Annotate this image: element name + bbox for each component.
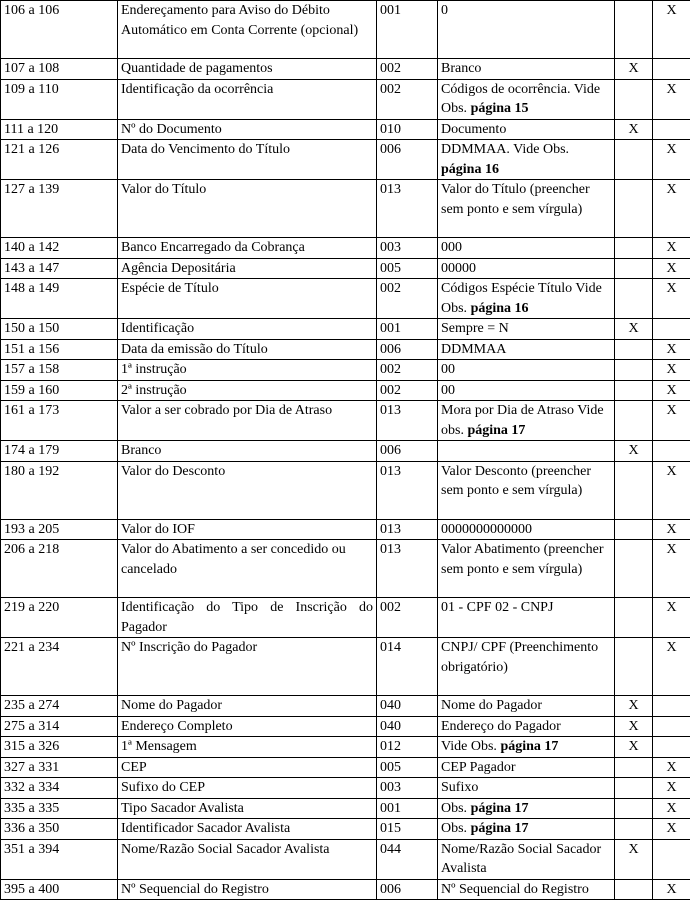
description-cell: Valor a ser cobrado por Dia de Atraso — [118, 401, 377, 441]
description-cell: Endereçamento para Aviso do Débito Automático em Conta Corrente (opcional) — [118, 1, 377, 59]
size-cell: 001 — [377, 319, 438, 340]
table-row — [1, 757, 690, 778]
table-row — [1, 258, 690, 279]
content-cell — [438, 79, 615, 119]
content-text: Códigos de ocorrência. Vide Obs. — [441, 82, 600, 117]
description-cell: Data do Vencimento do Título — [118, 140, 377, 180]
mark-col2-cell: X — [653, 638, 690, 696]
page-reference: página 15 — [471, 101, 529, 116]
description-cell: 1ª instrução — [118, 360, 377, 381]
mark-col2-cell: X — [653, 1, 690, 59]
content-cell — [438, 879, 615, 900]
table-row — [1, 360, 690, 381]
size-cell: 006 — [377, 441, 438, 462]
mark-col1-cell — [615, 380, 653, 401]
description-cell: Banco Encarregado da Cobrança — [118, 238, 377, 259]
mark-col2-cell: X — [653, 879, 690, 900]
content-text: Sempre = N — [441, 321, 509, 336]
content-text: Documento — [441, 122, 506, 137]
size-cell: 013 — [377, 180, 438, 238]
size-cell: 002 — [377, 360, 438, 381]
size-cell: 040 — [377, 716, 438, 737]
mark-col1-cell — [615, 401, 653, 441]
mark-col2-cell: X — [653, 279, 690, 319]
table-row — [1, 1, 690, 59]
content-cell — [438, 258, 615, 279]
position-cell: 109 a 110 — [1, 79, 118, 119]
mark-col2-cell: X — [653, 778, 690, 799]
content-text: Branco — [441, 61, 481, 76]
mark-col2-cell: X — [653, 339, 690, 360]
content-text: 0000000000000 — [441, 522, 532, 537]
size-cell: 006 — [377, 140, 438, 180]
description-cell: Identificação — [118, 319, 377, 340]
mark-col2-cell: X — [653, 380, 690, 401]
description-cell: Valor do Abatimento a ser concedido ou cancelado — [118, 540, 377, 598]
size-cell: 001 — [377, 1, 438, 59]
content-cell — [438, 819, 615, 840]
description-cell: Nº Sequencial do Registro — [118, 879, 377, 900]
table-row — [1, 79, 690, 119]
mark-col1-cell: X — [615, 839, 653, 879]
mark-col1-cell: X — [615, 319, 653, 340]
mark-col2-cell: X — [653, 540, 690, 598]
mark-col1-cell — [615, 798, 653, 819]
content-text: Mora por Dia de Atraso Vide obs. — [441, 403, 604, 438]
table-row — [1, 441, 690, 462]
size-cell: 013 — [377, 461, 438, 519]
content-text: DDMMAA — [441, 342, 506, 357]
mark-col2-cell: X — [653, 258, 690, 279]
page-reference: página 17 — [500, 739, 558, 754]
mark-col1-cell: X — [615, 119, 653, 140]
position-cell: 335 a 335 — [1, 798, 118, 819]
description-cell: Nº do Documento — [118, 119, 377, 140]
content-text: Valor Abatimento (preencher sem ponto e sem vírgula) — [441, 542, 604, 577]
description-cell: Tipo Sacador Avalista — [118, 798, 377, 819]
content-cell — [438, 180, 615, 238]
mark-col1-cell — [615, 879, 653, 900]
mark-col2-cell — [653, 59, 690, 80]
table-row — [1, 319, 690, 340]
content-text: 00 — [441, 383, 455, 398]
description-cell: Agência Depositária — [118, 258, 377, 279]
size-cell: 002 — [377, 598, 438, 638]
content-cell — [438, 638, 615, 696]
description-cell: 2ª instrução — [118, 380, 377, 401]
table-row — [1, 140, 690, 180]
content-cell — [438, 401, 615, 441]
content-cell — [438, 119, 615, 140]
table-row — [1, 401, 690, 441]
mark-col1-cell — [615, 757, 653, 778]
mark-col1-cell — [615, 180, 653, 238]
description-cell: Quantidade de pagamentos — [118, 59, 377, 80]
mark-col1-cell — [615, 339, 653, 360]
position-cell: 180 a 192 — [1, 461, 118, 519]
content-text: Valor Desconto (preencher sem ponto e sem vírgula) — [441, 464, 591, 499]
position-cell: 150 a 150 — [1, 319, 118, 340]
mark-col1-cell — [615, 140, 653, 180]
mark-col1-cell: X — [615, 737, 653, 758]
size-cell: 006 — [377, 879, 438, 900]
table-row — [1, 839, 690, 879]
description-cell: Data da emissão do Título — [118, 339, 377, 360]
content-text: 0 — [441, 3, 448, 18]
content-cell — [438, 519, 615, 540]
description-cell: Valor do Desconto — [118, 461, 377, 519]
position-cell: 395 a 400 — [1, 879, 118, 900]
content-text: Obs. — [441, 801, 467, 816]
size-cell: 013 — [377, 540, 438, 598]
mark-col2-cell: X — [653, 757, 690, 778]
description-cell: Nº Inscrição do Pagador — [118, 638, 377, 696]
content-cell — [438, 360, 615, 381]
content-cell — [438, 778, 615, 799]
mark-col2-cell: X — [653, 798, 690, 819]
mark-col2-cell: X — [653, 360, 690, 381]
table-row — [1, 819, 690, 840]
size-cell: 013 — [377, 401, 438, 441]
content-text: Valor do Título (preencher sem ponto e sem vírgula) — [441, 182, 590, 217]
mark-col1-cell — [615, 598, 653, 638]
description-cell: Branco — [118, 441, 377, 462]
description-cell: Nome/Razão Social Sacador Avalista — [118, 839, 377, 879]
position-cell: 219 a 220 — [1, 598, 118, 638]
content-cell — [438, 279, 615, 319]
position-cell: 148 a 149 — [1, 279, 118, 319]
position-cell: 315 a 326 — [1, 737, 118, 758]
size-cell: 015 — [377, 819, 438, 840]
description-cell: Identificação da ocorrência — [118, 79, 377, 119]
position-cell: 235 a 274 — [1, 696, 118, 717]
description-cell: Sufixo do CEP — [118, 778, 377, 799]
description-cell: Identificador Sacador Avalista — [118, 819, 377, 840]
content-cell — [438, 59, 615, 80]
size-cell: 002 — [377, 380, 438, 401]
size-cell: 005 — [377, 258, 438, 279]
content-cell — [438, 737, 615, 758]
mark-col1-cell: X — [615, 59, 653, 80]
position-cell: 161 a 173 — [1, 401, 118, 441]
position-cell: 107 a 108 — [1, 59, 118, 80]
description-cell: CEP — [118, 757, 377, 778]
mark-col1-cell — [615, 238, 653, 259]
content-cell — [438, 380, 615, 401]
table-row — [1, 598, 690, 638]
position-cell: 127 a 139 — [1, 180, 118, 238]
content-text: 000 — [441, 240, 462, 255]
size-cell: 002 — [377, 59, 438, 80]
mark-col2-cell: X — [653, 819, 690, 840]
position-cell: 151 a 156 — [1, 339, 118, 360]
table-row — [1, 238, 690, 259]
mark-col2-cell: X — [653, 401, 690, 441]
content-cell — [438, 461, 615, 519]
table-row — [1, 696, 690, 717]
size-cell: 003 — [377, 778, 438, 799]
content-text: CEP Pagador — [441, 760, 516, 775]
table-row — [1, 778, 690, 799]
mark-col1-cell — [615, 79, 653, 119]
page-reference: página 17 — [471, 821, 529, 836]
size-cell: 013 — [377, 519, 438, 540]
content-cell — [438, 757, 615, 778]
position-cell: 174 a 179 — [1, 441, 118, 462]
content-text: Sufixo — [441, 780, 478, 795]
content-text: Endereço do Pagador — [441, 719, 561, 734]
position-cell: 221 a 234 — [1, 638, 118, 696]
content-text: 00000 — [441, 261, 476, 276]
position-cell: 336 a 350 — [1, 819, 118, 840]
table-row — [1, 279, 690, 319]
content-text: Vide Obs. — [441, 739, 497, 754]
position-cell: 193 a 205 — [1, 519, 118, 540]
mark-col2-cell — [653, 696, 690, 717]
mark-col2-cell: X — [653, 238, 690, 259]
description-cell: Nome do Pagador — [118, 696, 377, 717]
mark-col1-cell — [615, 279, 653, 319]
description-cell: Espécie de Título — [118, 279, 377, 319]
position-cell: 327 a 331 — [1, 757, 118, 778]
table-row — [1, 119, 690, 140]
content-cell — [438, 339, 615, 360]
table-row — [1, 798, 690, 819]
mark-col1-cell — [615, 540, 653, 598]
content-text: Obs. — [441, 821, 467, 836]
size-cell: 006 — [377, 339, 438, 360]
content-cell — [438, 598, 615, 638]
content-text: 00 — [441, 362, 455, 377]
table-row — [1, 180, 690, 238]
table-row — [1, 339, 690, 360]
position-cell: 351 a 394 — [1, 839, 118, 879]
mark-col2-cell: X — [653, 519, 690, 540]
table-row — [1, 879, 690, 900]
mark-col2-cell — [653, 716, 690, 737]
mark-col1-cell — [615, 519, 653, 540]
position-cell: 275 a 314 — [1, 716, 118, 737]
table-row — [1, 519, 690, 540]
content-text: Nome/Razão Social Sacador Avalista — [441, 842, 601, 877]
mark-col1-cell: X — [615, 696, 653, 717]
description-cell: Valor do IOF — [118, 519, 377, 540]
page-reference: página 16 — [441, 162, 499, 177]
description-cell: Valor do Título — [118, 180, 377, 238]
mark-col1-cell — [615, 258, 653, 279]
table-row — [1, 59, 690, 80]
mark-col1-cell — [615, 1, 653, 59]
mark-col1-cell — [615, 638, 653, 696]
position-cell: 140 a 142 — [1, 238, 118, 259]
mark-col1-cell — [615, 461, 653, 519]
content-cell — [438, 716, 615, 737]
position-cell: 106 a 106 — [1, 1, 118, 59]
mark-col2-cell: X — [653, 140, 690, 180]
table-body — [1, 1, 690, 900]
mark-col1-cell — [615, 819, 653, 840]
mark-col1-cell — [615, 360, 653, 381]
page-reference: página 17 — [467, 423, 525, 438]
content-text: Códigos Espécie Título Vide Obs. — [441, 281, 602, 316]
content-cell — [438, 140, 615, 180]
mark-col2-cell — [653, 839, 690, 879]
mark-col1-cell — [615, 778, 653, 799]
mark-col2-cell: X — [653, 461, 690, 519]
content-cell — [438, 1, 615, 59]
mark-col2-cell: X — [653, 79, 690, 119]
content-cell — [438, 798, 615, 819]
content-text: 01 - CPF 02 - CNPJ — [441, 600, 553, 615]
position-cell: 206 a 218 — [1, 540, 118, 598]
mark-col1-cell: X — [615, 441, 653, 462]
content-text: Nº Sequencial do Registro — [441, 882, 589, 897]
mark-col2-cell — [653, 119, 690, 140]
content-cell — [438, 319, 615, 340]
content-cell — [438, 696, 615, 717]
table-row — [1, 716, 690, 737]
content-cell — [438, 441, 615, 462]
content-cell — [438, 540, 615, 598]
position-cell: 159 a 160 — [1, 380, 118, 401]
table-row — [1, 737, 690, 758]
content-cell — [438, 238, 615, 259]
mark-col1-cell: X — [615, 716, 653, 737]
content-text: DDMMAA. Vide Obs. — [441, 142, 569, 157]
mark-col2-cell — [653, 737, 690, 758]
mark-col2-cell: X — [653, 598, 690, 638]
description-cell: Identificação do Tipo de Inscrição do Pagador — [118, 598, 377, 638]
table-row — [1, 540, 690, 598]
content-text: CNPJ/ CPF (Preenchimento obrigatório) — [441, 640, 598, 675]
size-cell: 012 — [377, 737, 438, 758]
content-text: Nome do Pagador — [441, 698, 542, 713]
position-cell: 143 a 147 — [1, 258, 118, 279]
size-cell: 014 — [377, 638, 438, 696]
size-cell: 040 — [377, 696, 438, 717]
table-row — [1, 380, 690, 401]
table-row — [1, 638, 690, 696]
mark-col2-cell: X — [653, 180, 690, 238]
position-cell: 111 a 120 — [1, 119, 118, 140]
description-cell: 1ª Mensagem — [118, 737, 377, 758]
page-reference: página 17 — [471, 801, 529, 816]
position-cell: 157 a 158 — [1, 360, 118, 381]
content-cell — [438, 839, 615, 879]
position-cell: 332 a 334 — [1, 778, 118, 799]
mark-col2-cell — [653, 441, 690, 462]
position-cell: 121 a 126 — [1, 140, 118, 180]
size-cell: 002 — [377, 279, 438, 319]
page-reference: página 16 — [471, 301, 529, 316]
size-cell: 003 — [377, 238, 438, 259]
size-cell: 002 — [377, 79, 438, 119]
size-cell: 005 — [377, 757, 438, 778]
table-row — [1, 461, 690, 519]
size-cell: 001 — [377, 798, 438, 819]
description-cell: Endereço Completo — [118, 716, 377, 737]
mark-col2-cell — [653, 319, 690, 340]
size-cell: 010 — [377, 119, 438, 140]
size-cell: 044 — [377, 839, 438, 879]
